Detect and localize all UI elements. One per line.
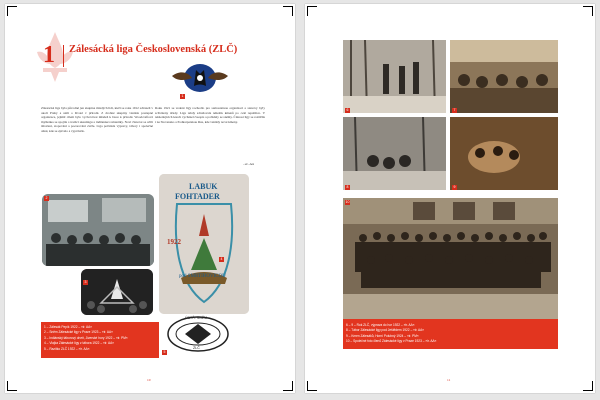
- meeting-photo: [42, 194, 154, 266]
- photo-caption: 9 – Kmen Zálesáků, Horní Polubný 1924 – »ir. PM«: [346, 333, 419, 338]
- crop-mark: [7, 6, 17, 16]
- lily-watermark-icon: [33, 30, 77, 84]
- group-outdoor-photo: [343, 117, 446, 190]
- photo-marker: 7: [453, 108, 456, 112]
- photo-marker: 4: [220, 257, 223, 261]
- chapter-divider: [63, 45, 64, 67]
- caption-box: [343, 319, 558, 349]
- photo-marker: 6: [346, 108, 349, 112]
- crop-mark: [583, 381, 593, 391]
- photo-caption: 5 – Razítko ZLČ 1922 – »ir. AA«: [44, 346, 90, 351]
- group-portrait-photo: [343, 198, 558, 319]
- photo-marker: 3: [84, 280, 87, 284]
- stamp-text: ÚSTŘ. SNĚM: [185, 316, 208, 320]
- crop-mark: [283, 6, 293, 16]
- photo-caption: 4 – Vlajka Zálesácké ligy z tábora 1922 – »ir. AA«: [44, 341, 114, 346]
- crop-mark: [283, 381, 293, 391]
- right-page: [305, 4, 595, 393]
- crop-mark: [7, 381, 17, 391]
- banner-text-line: FOHTADER: [175, 192, 220, 201]
- chapter-title: Zálesácká liga Československá (ZLČ): [69, 44, 238, 55]
- photo-marker: 1: [181, 94, 184, 98]
- photo-caption: 6 – 9 – Rok ZLČ, výprava do hor 1922 – »ir. AA«: [346, 323, 415, 327]
- league-emblem-icon: [170, 62, 230, 94]
- campsite-photo: [450, 40, 558, 113]
- body-text-column: Roku 1921 se vedení ligy rozhodlo pro samostatnou organizaci a stanovy byly schváleny úřady. Liga tehdy sdružovala několik kmenů po celé republice. V následujících letech vycházel časopis a pořádaly se sněmy. Činnost ligy se rozšířila i na Slovensko a Podkarpatskou Rus, kde vznikly nové kmeny.: [155, 106, 265, 124]
- banner-photo: [159, 174, 249, 314]
- stamp-text: ZLČ: [193, 346, 200, 350]
- photo-caption: 3 – Indiánský táborový oheň, Jizerské hory 1922 – »ir. PM«: [44, 335, 128, 340]
- chapter-number: 1: [43, 42, 55, 68]
- left-page: [5, 4, 295, 393]
- banner-subtitle: pod SMRTIHOVICOU: [179, 274, 226, 279]
- camp-fire-photo: [450, 117, 558, 190]
- campfire-photo: [81, 269, 153, 315]
- photo-marker: 5: [163, 350, 166, 354]
- photo-caption: 2 – Sněm Zálesácké ligy v Praze 1923 – »ir. AA«: [44, 330, 113, 335]
- photo-caption: 8 – Tábor Zálesácké ligy pod Ještědem 1922 – »ir. AA«: [346, 328, 425, 333]
- stamp-image: [165, 314, 231, 354]
- page-number: 10: [147, 378, 151, 382]
- caption-box: [41, 322, 159, 358]
- photo-marker: 9: [453, 185, 456, 189]
- hikers-photo: [343, 40, 446, 113]
- body-text-column: Zálesácká liga byla původně jen skupina mladých lidí, kteří se roku 1912 scházeli v okolí Prahy a snili o životě v přírodě. Z drobné skupiny vznikla postupně organizace, jejímž cílem bylo vychovávat mládež k lásce k přírodě. Woodcraftová myšlenka se spojila s tradicí skautingu a indiánské romantiky. Noví členové se učili táboření, stopování a pozorování zvěře. Liga pořádala výpravy, tábory i společné ohně, kde se zpívalo a vyprávělo.: [41, 106, 153, 133]
- page-number: 11: [447, 378, 451, 382]
- crop-mark: [307, 381, 317, 391]
- photo-marker: 8: [346, 185, 349, 189]
- banner-year: 1922: [167, 238, 181, 246]
- photo-caption: 10 – Společné foto členů Zálesácké ligy v Praze 1923 – »ir. AA«: [346, 339, 437, 344]
- crop-mark: [307, 6, 317, 16]
- banner-text-line: LABUK: [189, 182, 218, 191]
- photo-marker: 2: [45, 196, 48, 200]
- photo-caption: 1 – Zálesák Pepík 1922 – »ir. AA«: [44, 325, 93, 329]
- crop-mark: [583, 6, 593, 16]
- photo-marker: 10: [345, 200, 350, 204]
- author-signature: –ve. AA: [243, 162, 254, 166]
